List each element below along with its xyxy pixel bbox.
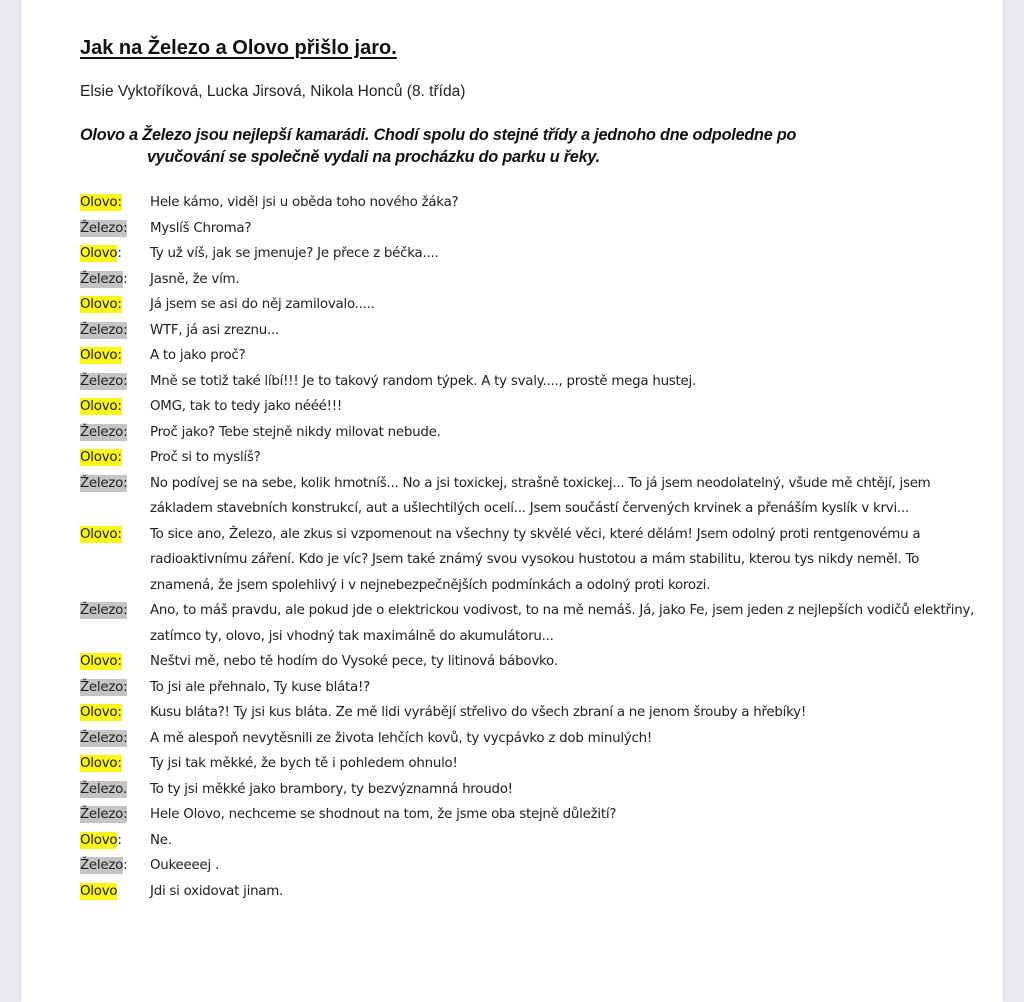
speaker-name: Železo xyxy=(80,858,124,873)
dialogue-text: To sice ano, Železo, ale zkus si vzpomenout na všechny ty skvělé věci, které dělám! Jsem odolný proti rentgenovému a radioaktivnímu záření. Kdo je víc? Jsem také známý svou vysokou hustotou a mám stabilitu, kterou tys nikdy neměl. To znamená, že jsem spolehlivý i v nejnebezpečnějších podmínkách a odolný proti korozi. xyxy=(150,526,921,593)
dialogue-text: Jdi si oxidovat jinam. xyxy=(150,883,284,899)
dialogue-text: Proč si to myslíš? xyxy=(150,450,261,465)
dialogue-text: Neštvi mě, nebo tě hodím do Vysoké pece, ty litinová bábovko. xyxy=(150,654,558,669)
speaker-label-olovo xyxy=(80,649,150,675)
speaker-label-olovo xyxy=(80,292,150,318)
dialogue-text: Hele Olovo, nechceme se shodnout na tom, že jsme oba stejně důležití? xyxy=(150,807,617,822)
speaker-name: Železo xyxy=(80,730,124,746)
speaker-separator: : xyxy=(117,832,122,848)
document-title: Jak na Železo a Olovo přišlo jaro. xyxy=(80,37,397,59)
speaker-name: Olovo xyxy=(80,654,118,669)
speaker-label-olovo xyxy=(80,700,150,726)
speaker-name: Železo xyxy=(80,603,124,618)
dialogue-text: Jasně, že vím. xyxy=(150,271,240,287)
speaker-label-zelezo xyxy=(80,598,150,624)
speaker-label-zelezo xyxy=(80,777,150,803)
dialogue-text: Ty jsi tak měkké, že bych tě i pohledem ohnulo! xyxy=(150,756,458,771)
speaker-name: Olovo xyxy=(80,883,118,899)
speaker-label-zelezo xyxy=(80,369,150,395)
speaker-label-olovo xyxy=(80,190,150,216)
dialogue-line xyxy=(80,649,980,675)
dialogue-line xyxy=(80,828,980,854)
speaker-separator: : xyxy=(123,730,128,746)
dialogue-line xyxy=(80,675,980,701)
speaker-separator: : xyxy=(117,297,122,312)
speaker-separator: : xyxy=(117,246,122,261)
dialogue-line xyxy=(80,726,980,752)
dialogue-line xyxy=(80,190,980,216)
speaker-name: Železo xyxy=(80,220,124,236)
speaker-label-zelezo xyxy=(80,802,150,828)
speaker-label-zelezo xyxy=(80,318,150,344)
speaker-label-zelezo xyxy=(80,675,150,701)
dialogue-text: Ty už víš, jak se jmenuje? Je přece z béčka.... xyxy=(150,246,439,261)
speaker-separator: : xyxy=(117,195,122,210)
dialogue-line xyxy=(80,522,980,599)
speaker-name: Olovo xyxy=(80,526,118,542)
dialogue-text: Myslíš Chroma? xyxy=(150,220,252,236)
dialogue-line xyxy=(80,879,980,905)
dialogue-line xyxy=(80,216,980,242)
dialogue-line xyxy=(80,267,980,293)
speaker-name: Olovo xyxy=(80,832,118,848)
speaker-name: Železo xyxy=(80,424,124,440)
dialogue-text: Mně se totiž také líbí!!! Je to takový random týpek. A ty svaly...., prostě mega hustej. xyxy=(150,373,697,389)
speaker-separator: . xyxy=(122,781,127,797)
speaker-label-olovo xyxy=(80,879,150,905)
speaker-label-zelezo xyxy=(80,471,150,497)
speaker-name: Železo xyxy=(80,807,124,822)
speaker-separator: : xyxy=(123,424,128,440)
speaker-label-zelezo xyxy=(80,216,150,242)
speaker-name: Železo xyxy=(80,475,124,491)
dialogue-line xyxy=(80,241,980,267)
dialogue-text: Ano, to máš pravdu, ale pokud jde o elektrickou vodivost, to na mě nemáš. Já, jako Fe, jsem jeden z nejlepších vodičů elektřiny, zatímco ty, olovo, jsi vhodný tak maximálně do akumulátoru... xyxy=(150,603,975,644)
dialogue-text: Kusu bláta?! Ty jsi kus bláta. Ze mě lidi vyrábějí střelivo do všech zbraní a ne jenom šrouby a hřebíky! xyxy=(150,705,806,720)
dialogue-text: A mě alespoň nevytěsnili ze života lehčích kovů, ty vycpávko z dob minulých! xyxy=(150,730,652,746)
speaker-label-olovo xyxy=(80,828,150,854)
speaker-separator: : xyxy=(123,807,128,822)
dialogue-line xyxy=(80,369,980,395)
speaker-separator: : xyxy=(117,756,122,771)
dialogue-text: A to jako proč? xyxy=(150,348,246,363)
intro-line-2: vyučování se společně vydali na procházku do parku u řeky. xyxy=(147,148,600,166)
speaker-label-zelezo xyxy=(80,420,150,446)
dialogue-line xyxy=(80,343,980,369)
speaker-separator: : xyxy=(117,654,122,669)
speaker-separator: : xyxy=(123,271,128,287)
speaker-label-olovo xyxy=(80,343,150,369)
speaker-separator: : xyxy=(117,450,122,465)
document-authors: Elsie Vyktoříková, Lucka Jirsová, Nikola Honců (8. třída) xyxy=(80,83,466,100)
speaker-name: Olovo xyxy=(80,756,118,771)
speaker-separator: : xyxy=(117,348,122,363)
speaker-label-zelezo xyxy=(80,853,150,879)
speaker-name: Železo xyxy=(80,322,124,338)
speaker-separator: : xyxy=(123,603,128,618)
speaker-separator: : xyxy=(123,220,128,236)
speaker-name: Olovo xyxy=(80,450,118,465)
speaker-label-zelezo xyxy=(80,267,150,293)
speaker-label-olovo xyxy=(80,241,150,267)
speaker-name: Železo xyxy=(80,271,124,287)
dialogue-line xyxy=(80,802,980,828)
document-page xyxy=(21,0,1003,1002)
speaker-name: Železo xyxy=(80,373,124,389)
speaker-separator: : xyxy=(117,705,122,720)
dialogue-line xyxy=(80,445,980,471)
dialogue xyxy=(80,190,980,904)
dialogue-line xyxy=(80,292,980,318)
speaker-label-zelezo xyxy=(80,726,150,752)
dialogue-text: No podívej se na sebe, kolik hmotníš... No a jsi toxickej, strašně toxickej... To já jsem neodolatelný, všude mě chtějí, jsem základem stavebních konstrukcí, aut a ušlechtilých ocelí... Jsem součástí červených krvinek a přenáším kyslík v krvi... xyxy=(150,475,931,516)
speaker-name: Železo xyxy=(80,679,124,695)
speaker-separator: : xyxy=(117,399,122,414)
dialogue-line xyxy=(80,751,980,777)
dialogue-text: OMG, tak to tedy jako nééé!!! xyxy=(150,399,343,414)
speaker-separator: : xyxy=(123,322,128,338)
speaker-separator: : xyxy=(123,679,128,695)
dialogue-text: Oukeeeej . xyxy=(150,858,219,873)
dialogue-text: WTF, já asi zreznu... xyxy=(150,322,279,338)
intro-line-1: Olovo a Železo jsou nejlepší kamarádi. Chodí spolu do stejné třídy a jednoho dne odpoledne po xyxy=(80,126,797,144)
speaker-label-olovo xyxy=(80,394,150,420)
dialogue-line xyxy=(80,394,980,420)
speaker-name: Olovo xyxy=(80,297,118,312)
dialogue-line xyxy=(80,777,980,803)
dialogue-text: Ne. xyxy=(150,832,172,848)
speaker-name: Olovo xyxy=(80,705,118,720)
dialogue-line xyxy=(80,420,980,446)
speaker-name: Olovo xyxy=(80,399,118,414)
dialogue-text: Proč jako? Tebe stejně nikdy milovat nebude. xyxy=(150,424,441,440)
intro-paragraph xyxy=(80,124,950,168)
speaker-separator: : xyxy=(123,858,128,873)
dialogue-line xyxy=(80,318,980,344)
dialogue-text: To jsi ale přehnalo, Ty kuse bláta!? xyxy=(150,679,370,695)
speaker-label-olovo xyxy=(80,751,150,777)
dialogue-text: Já jsem se asi do něj zamilovalo..... xyxy=(150,297,375,312)
speaker-label-olovo xyxy=(80,522,150,548)
speaker-separator: : xyxy=(117,526,122,542)
speaker-separator: : xyxy=(123,373,128,389)
speaker-name: Olovo xyxy=(80,348,118,363)
speaker-label-olovo xyxy=(80,445,150,471)
speaker-separator: : xyxy=(123,475,128,491)
speaker-name: Olovo xyxy=(80,246,118,261)
dialogue-line xyxy=(80,700,980,726)
dialogue-line xyxy=(80,471,980,522)
dialogue-text: To ty jsi měkké jako brambory, ty bezvýznamná hroudo! xyxy=(150,781,513,797)
dialogue-line xyxy=(80,853,980,879)
speaker-name: Olovo xyxy=(80,195,118,210)
dialogue-text: Hele kámo, viděl jsi u oběda toho nového žáka? xyxy=(150,195,459,210)
dialogue-line xyxy=(80,598,980,649)
speaker-name: Železo xyxy=(80,781,123,797)
